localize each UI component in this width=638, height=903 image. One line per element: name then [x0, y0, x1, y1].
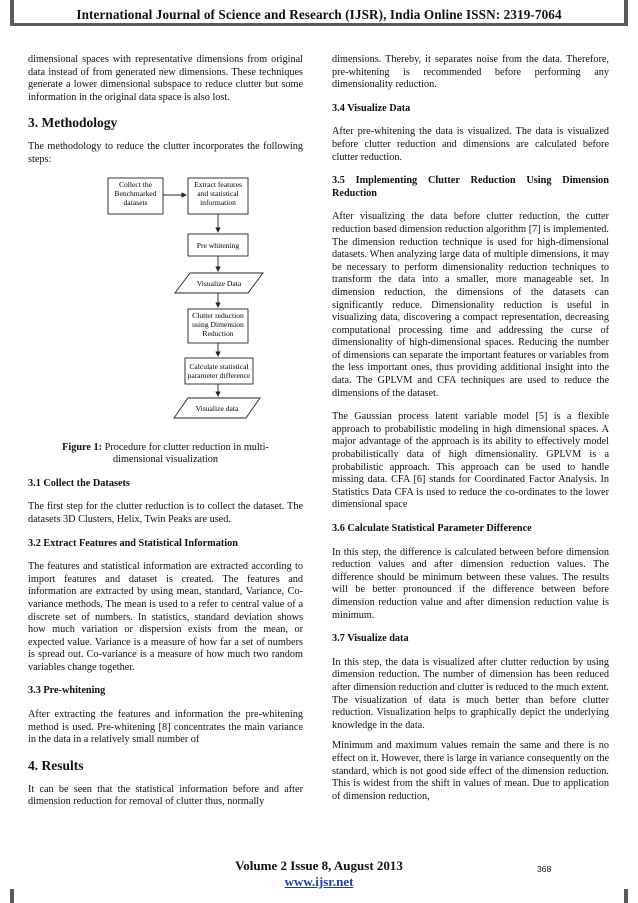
- flowchart-diagram: [28, 167, 303, 442]
- section-3-1-heading: 3.1 Collect the Datasets: [28, 477, 130, 489]
- box-extract-line-3: information: [200, 197, 236, 207]
- box-extract-line-2: and statistical: [197, 188, 239, 198]
- left-column: [28, 54, 303, 809]
- box-extract-line-1: Extract features: [194, 179, 242, 189]
- section-3-6-heading: 3.6 Calculate Statistical Parameter Difference: [332, 523, 532, 534]
- footer-volume: Volume 2 Issue 8, August 2013: [235, 858, 403, 873]
- box-visualize-final-label: Visualize data: [195, 403, 239, 413]
- section-3-1-paragraph: The first step for the clutter reduction is to collect the dataset. The datasets 3D Clusters, Helix, Twin Peaks are used.: [28, 501, 303, 525]
- box-prewhitening-label: Pre whitening: [196, 240, 240, 250]
- section-3-5-heading: 3.5 Implementing Clutter Reduction Using Dimension Reduction: [332, 175, 609, 199]
- box-visualize-label: Visualize Data: [196, 278, 242, 288]
- right-column: [332, 54, 609, 803]
- section-3-5-paragraph-2: The Gaussian process latent variable model [5] is a flexible approach to probabilistic modeling in high dimensional spaces. A major advantage of the approach is its ability to effectively model probabilistically data of high dimensionality. GPLVM is a probabilistic approach. This approach can be used to handle missing data. CFA [6] stands for Coordinated Factor Analysis. In Statistics Data CFA is used to reduce the co-ordinates to the lower dimensional space: [332, 411, 609, 511]
- box-calculate-line-1: Calculate statistical: [189, 361, 249, 371]
- section-3-heading: 3. Methodology: [28, 115, 118, 131]
- section-3-3-heading: 3.3 Pre-whitening: [28, 685, 106, 697]
- section-3-2-paragraph: The features and statistical information are extracted according to import features and dataset is created. The features and information are extracted by using mean, standard, Variance, Co-variance methods. The mean is used to a refer to central value of a discrete set of numbers. In statistics, standard deviation shows how much variation or dispersion exists from the mean, or expected value. Variance is a measure of how far a set of numbers is spread out. Co-variance is a measure of how much two random variables change together.: [28, 561, 303, 673]
- intro-paragraph: dimensional spaces with representative dimensions from original data instead of from generated new dimensions. These techniques generate a lower dimensional subspace to reduce clutter but some information in the original data space is also lost.: [28, 54, 303, 103]
- section-4-heading: 4. Results: [28, 757, 84, 773]
- figure-1: [28, 167, 303, 442]
- section-4-paragraph: It can be seen that the statistical information before and after dimension reduction for removal of clutter thus, normally: [28, 783, 303, 808]
- section-3-7-heading: 3.7 Visualize data: [332, 633, 409, 645]
- prewhitening-continued-paragraph: dimensions. Thereby, it separates noise from the data. Therefore, pre-whitening is recommended before performing any dimensionality reduction.: [332, 54, 609, 91]
- section-3-paragraph: The methodology to reduce the clutter incorporates the following steps:: [28, 141, 303, 165]
- figure-1-caption: [28, 442, 303, 467]
- section-3-4-heading: 3.4 Visualize Data: [332, 102, 411, 114]
- section-3-5-paragraph-1: After visualizing the data before clutter reduction, the cutter reduction based dimension reduction algorithm [7] is implemented. The dimension reduction technique is used for high-dimensional datasets. When analyzing large data of multiple dimensions, it may be necessary to perform dimensionality reduction techniques to transform the data into a smaller, more manageable set. In dimension reduction, the dimensions of the datasets can significantly reduce. Dimensionality reduction is useful in visualizing data, discovering a compact representation, decreasing computational processing time and addressing the curse of dimensionality of high-dimensional spaces. Reducing the number of dimensions can separate the important features or variables from the less important ones, thus providing additional insight into the data. The GPLVM and CFA techniques are used to reduce the dimensions of the dataset.: [332, 211, 609, 399]
- section-3-7-paragraph-1: In this step, the data is visualized after clutter reduction by using dimension reduction. The number of dimension has been reduced after dimension reduction and clutter is reduced to the much extent. The visualization of data is much better than before clutter reduction. Visualization helps to graphically depict the underlying knowledge in the data.: [332, 656, 609, 731]
- box-clutter-line-1: Clutter reduction: [192, 310, 244, 320]
- footer-website-link[interactable]: www.ijsr.net: [284, 874, 354, 889]
- figure-1-caption-text: Procedure for clutter reduction in multi-dimensional visualization: [102, 441, 269, 466]
- box-clutter-line-3: Reduction: [202, 328, 234, 338]
- box-collect-line-2: Benchmarked: [114, 188, 157, 198]
- box-collect-line-3: datasets: [123, 197, 148, 207]
- section-3-4-paragraph: After pre-whitening the data is visualized. The data is visualized before clutter reduction and dimensions are calculated before clutter reduction.: [332, 126, 609, 163]
- section-3-2-heading: 3.2 Extract Features and Statistical Information: [28, 537, 238, 549]
- section-3-3-paragraph: After extracting the features and information the pre-whitening method is used. Pre-whitening [8] concentrates the main variance in the data in a relatively small number of: [28, 709, 303, 746]
- box-calculate-line-2: parameter difference: [187, 370, 251, 380]
- page-number: 368: [537, 864, 552, 874]
- figure-1-caption-label: Figure 1:: [62, 441, 103, 453]
- section-3-6-paragraph: In this step, the difference is calculated between before dimension reduction values and after dimension reduction values. The difference should be minimum between these values. The results will be better pronounced if the difference between before dimension reduction value and after dimension reduction value is minimum.: [332, 546, 609, 621]
- box-collect-line-1: Collect the: [118, 179, 153, 189]
- journal-header: International Journal of Science and Research (IJSR), India Online ISSN: 2319-7064: [76, 7, 562, 22]
- section-3-7-paragraph-2: Minimum and maximum values remain the same and there is no effect on it. However, there is large in variance consequently on the standard, which is not good side effect of the dimension reduction. This is widest from the shift in values of mean. Due to application of dimension reduction,: [332, 740, 609, 802]
- footer-frame: [10, 889, 628, 903]
- box-clutter-line-2: using Dimension: [192, 319, 244, 329]
